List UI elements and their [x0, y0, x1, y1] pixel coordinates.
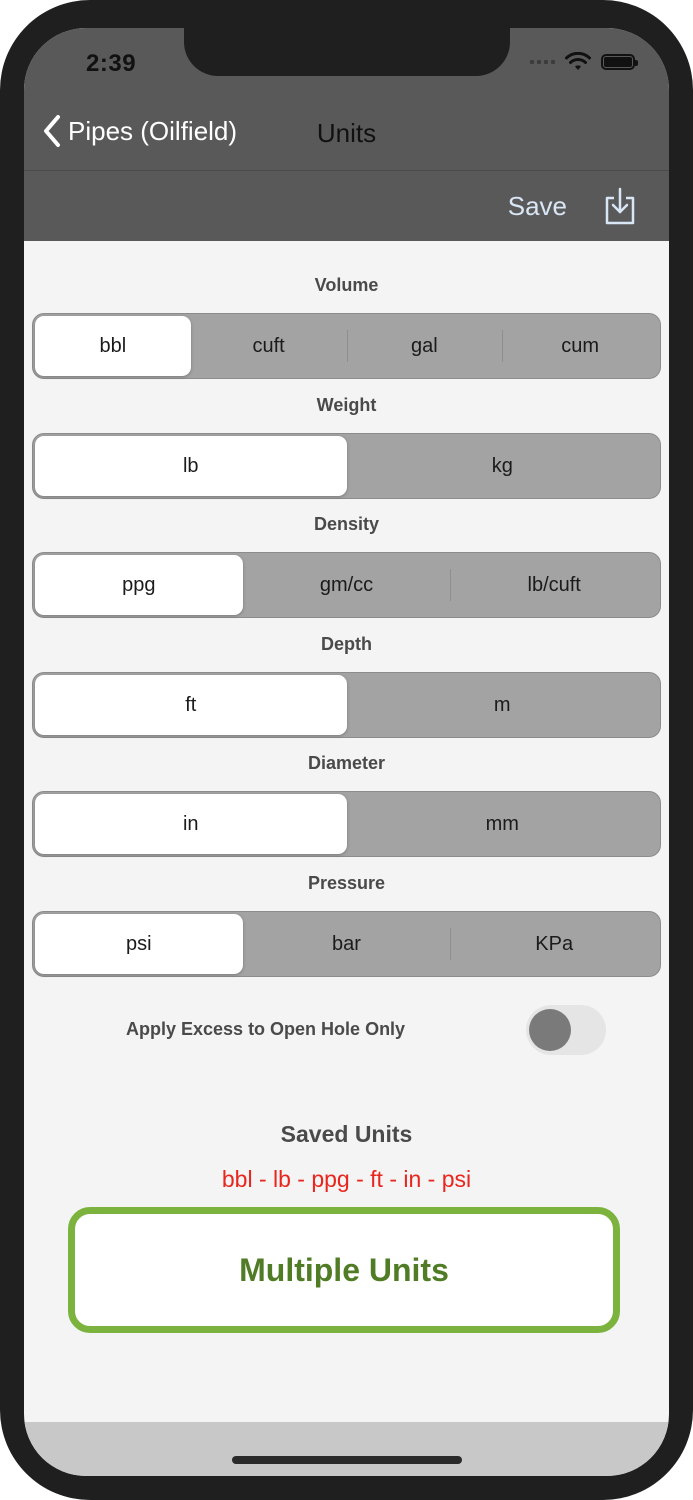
density-segmented-control	[32, 552, 661, 618]
wifi-icon	[565, 52, 591, 72]
diameter-option-in[interactable]: in	[35, 794, 347, 854]
density-option-lb-cuft[interactable]: lb/cuft	[450, 555, 658, 615]
density-option-gm-cc[interactable]: gm/cc	[319, 573, 374, 596]
screen	[24, 28, 669, 1476]
density-option-ppg[interactable]: ppg	[35, 555, 243, 615]
pressure-option-psi[interactable]: psi	[35, 914, 243, 974]
toggle-knob	[529, 1009, 571, 1051]
bottom-bar	[24, 1422, 669, 1476]
excess-toggle-switch[interactable]	[526, 1005, 606, 1055]
diameter-segmented-control	[32, 791, 661, 857]
saved-units-title: Saved Units	[280, 1121, 413, 1147]
battery-icon	[601, 54, 635, 70]
device-notch	[184, 28, 510, 76]
weight-option-lb[interactable]: lb	[35, 436, 347, 496]
depth-segmented-control	[32, 672, 661, 738]
density-label: Density	[313, 514, 380, 534]
depth-option-ft[interactable]: ft	[35, 675, 347, 735]
weight-segmented-control	[32, 433, 661, 499]
volume-option-cum[interactable]: cum	[502, 316, 658, 376]
page-title: Units	[316, 118, 377, 148]
multiple-units-button[interactable]: Multiple Units	[68, 1207, 620, 1333]
pressure-segmented-control	[32, 911, 661, 977]
toolbar	[24, 171, 669, 241]
diameter-option-mm[interactable]: mm	[485, 812, 519, 835]
status-icons	[530, 52, 635, 72]
volume-option-bbl[interactable]: bbl	[35, 316, 191, 376]
depth-label: Depth	[321, 634, 372, 654]
pressure-option-kpa[interactable]: KPa	[450, 914, 658, 974]
excess-toggle-label: Apply Excess to Open Hole Only	[126, 1019, 406, 1039]
back-button-label: Pipes (Oilfield)	[68, 115, 238, 146]
volume-segmented-control	[32, 313, 661, 379]
cellular-signal-icon	[530, 60, 555, 64]
depth-option-m[interactable]: m	[493, 693, 511, 716]
weight-label: Weight	[316, 395, 377, 415]
pressure-option-bar[interactable]: bar	[332, 932, 361, 955]
volume-option-gal[interactable]: gal	[347, 316, 503, 376]
volume-option-cuft[interactable]: cuft	[252, 334, 285, 357]
share-download-icon[interactable]	[603, 186, 637, 226]
save-button[interactable]: Save	[507, 191, 567, 221]
saved-units-value: bbl - lb - ppg - ft - in - psi	[221, 1166, 472, 1192]
pressure-label: Pressure	[307, 873, 386, 893]
diameter-label: Diameter	[307, 753, 386, 773]
status-time: 2:39	[86, 50, 137, 77]
volume-label: Volume	[314, 275, 379, 295]
home-indicator[interactable]	[232, 1456, 462, 1464]
weight-option-kg[interactable]: kg	[491, 454, 513, 477]
